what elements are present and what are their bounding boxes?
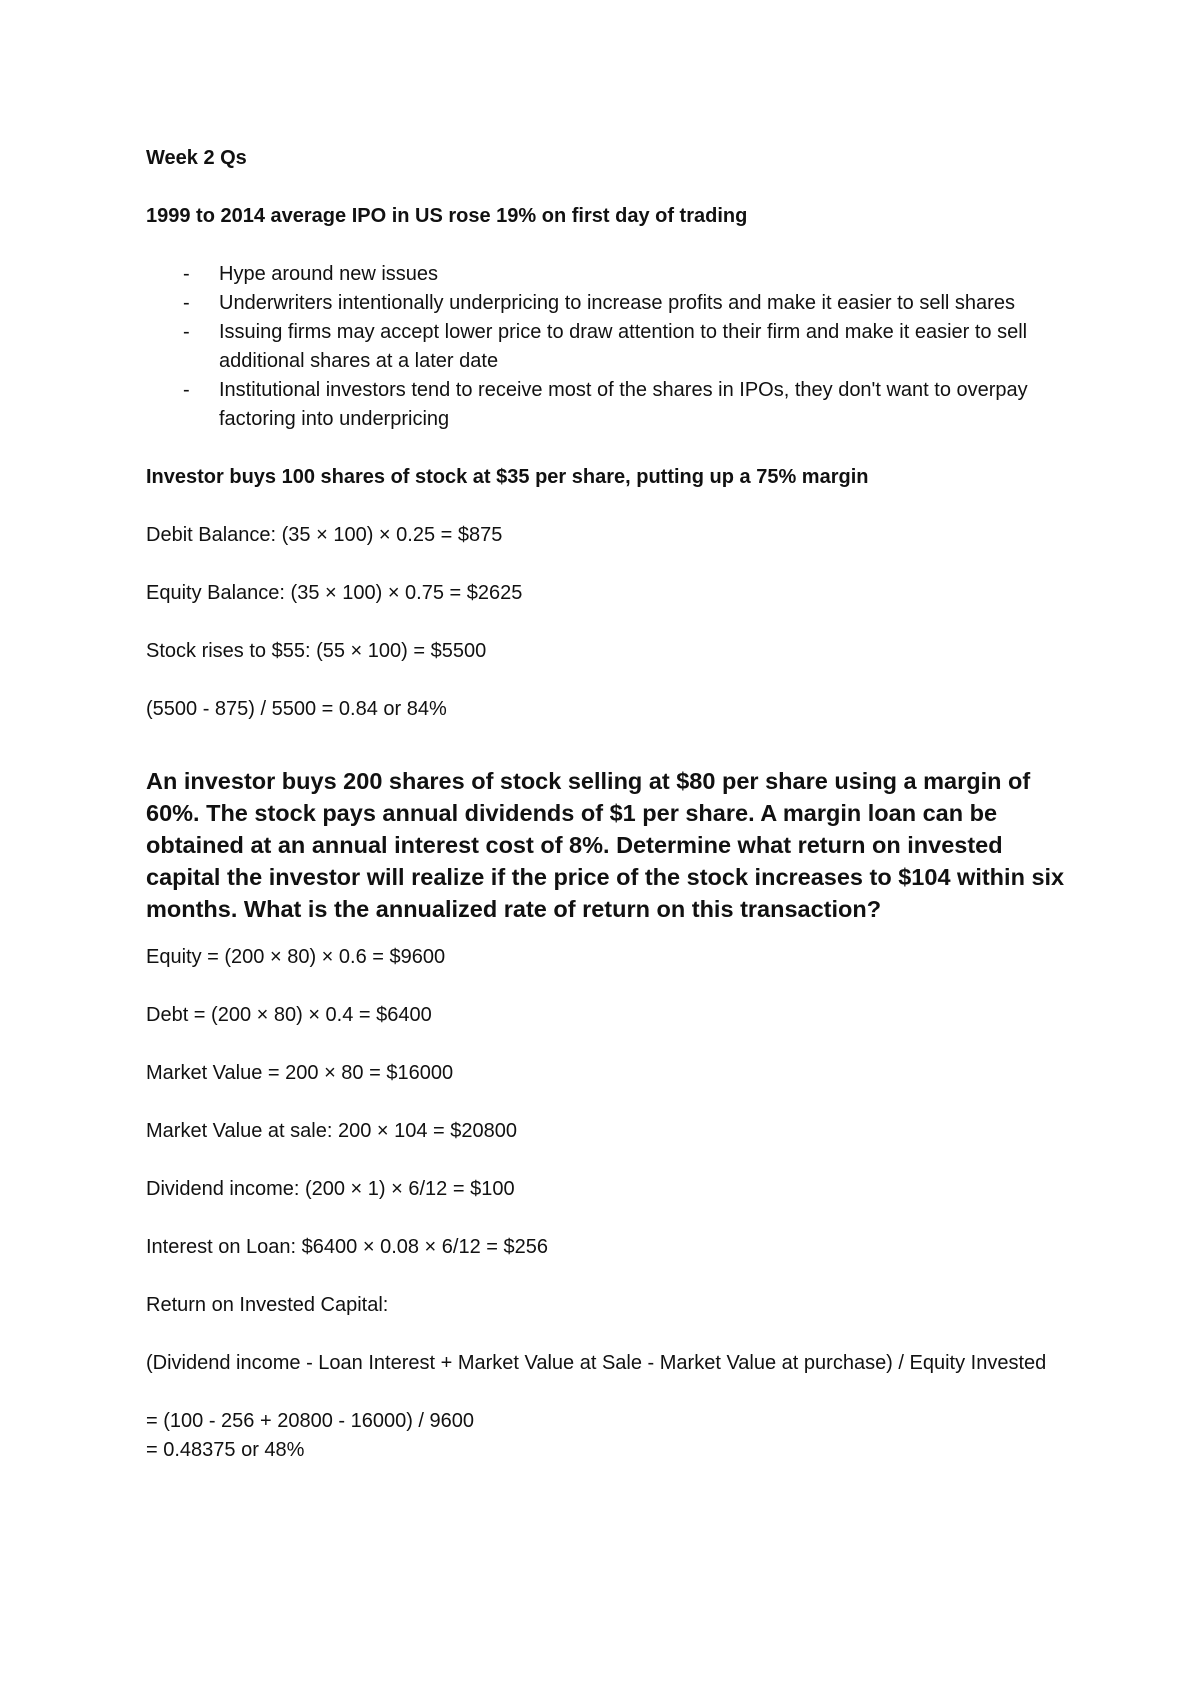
market-value-line: Market Value = 200 × 80 = $16000 (146, 1062, 454, 1084)
margin-ratio-line: (5500 - 875) / 5500 = 0.84 or 84% (146, 698, 447, 720)
margin-heading: Investor buys 100 shares of stock at $35 per share, putting up a 75% margin (146, 466, 869, 488)
margin-question: An investor buys 200 shares of stock selling at $80 per share using a margin of 60%. The stock pays annual dividends of $1 per share. A margin loan can be obtained at an annual interest cost of 8%. Determine what return on invested capital the investor will realize if the price of the stock increases to $104 within six months. What is the annualized rate of return on this transaction? (146, 768, 1065, 922)
list-item: - Institutional investors tend to receive most of the shares in IPOs, they don't want to overpay factoring into underpricing (146, 376, 1066, 434)
dash-bullet: - (183, 292, 190, 314)
page-title: Week 2 Qs (146, 147, 247, 169)
dividend-income-line: Dividend income: (200 × 1) × 6/12 = $100 (146, 1178, 515, 1200)
ipo-bullet-list (146, 260, 1066, 434)
roic-formula: (Dividend income - Loan Interest + Market Value at Sale - Market Value at purchase) / Equity Invested (146, 1352, 1047, 1374)
dash-bullet: - (183, 379, 190, 401)
roic-calculation: = (100 - 256 + 20800 - 16000) / 9600 (146, 1410, 475, 1432)
roic-label: Return on Invested Capital: (146, 1294, 389, 1316)
dash-bullet: - (183, 263, 190, 285)
equity-balance-line: Equity Balance: (35 × 100) × 0.75 = $2625 (146, 582, 523, 604)
document-body (146, 144, 1066, 1465)
market-value-sale-line: Market Value at sale: 200 × 104 = $20800 (146, 1120, 518, 1142)
equity-line: Equity = (200 × 80) × 0.6 = $9600 (146, 946, 446, 968)
list-item: - Underwriters intentionally underpricing to increase profits and make it easier to sell shares (146, 289, 1066, 318)
ipo-heading: 1999 to 2014 average IPO in US rose 19% on first day of trading (146, 205, 748, 227)
dash-bullet: - (183, 321, 190, 343)
debit-balance-line: Debit Balance: (35 × 100) × 0.25 = $875 (146, 524, 503, 546)
list-item: - Hype around new issues (146, 260, 1066, 289)
stock-rise-line: Stock rises to $55: (55 × 100) = $5500 (146, 640, 487, 662)
list-item: - Issuing firms may accept lower price to draw attention to their firm and make it easier to sell additional shares at a later date (146, 318, 1066, 376)
interest-on-loan-line: Interest on Loan: $6400 × 0.08 × 6/12 = $256 (146, 1236, 549, 1258)
roic-result: = 0.48375 or 48% (146, 1439, 305, 1461)
debt-line: Debt = (200 × 80) × 0.4 = $6400 (146, 1004, 432, 1026)
